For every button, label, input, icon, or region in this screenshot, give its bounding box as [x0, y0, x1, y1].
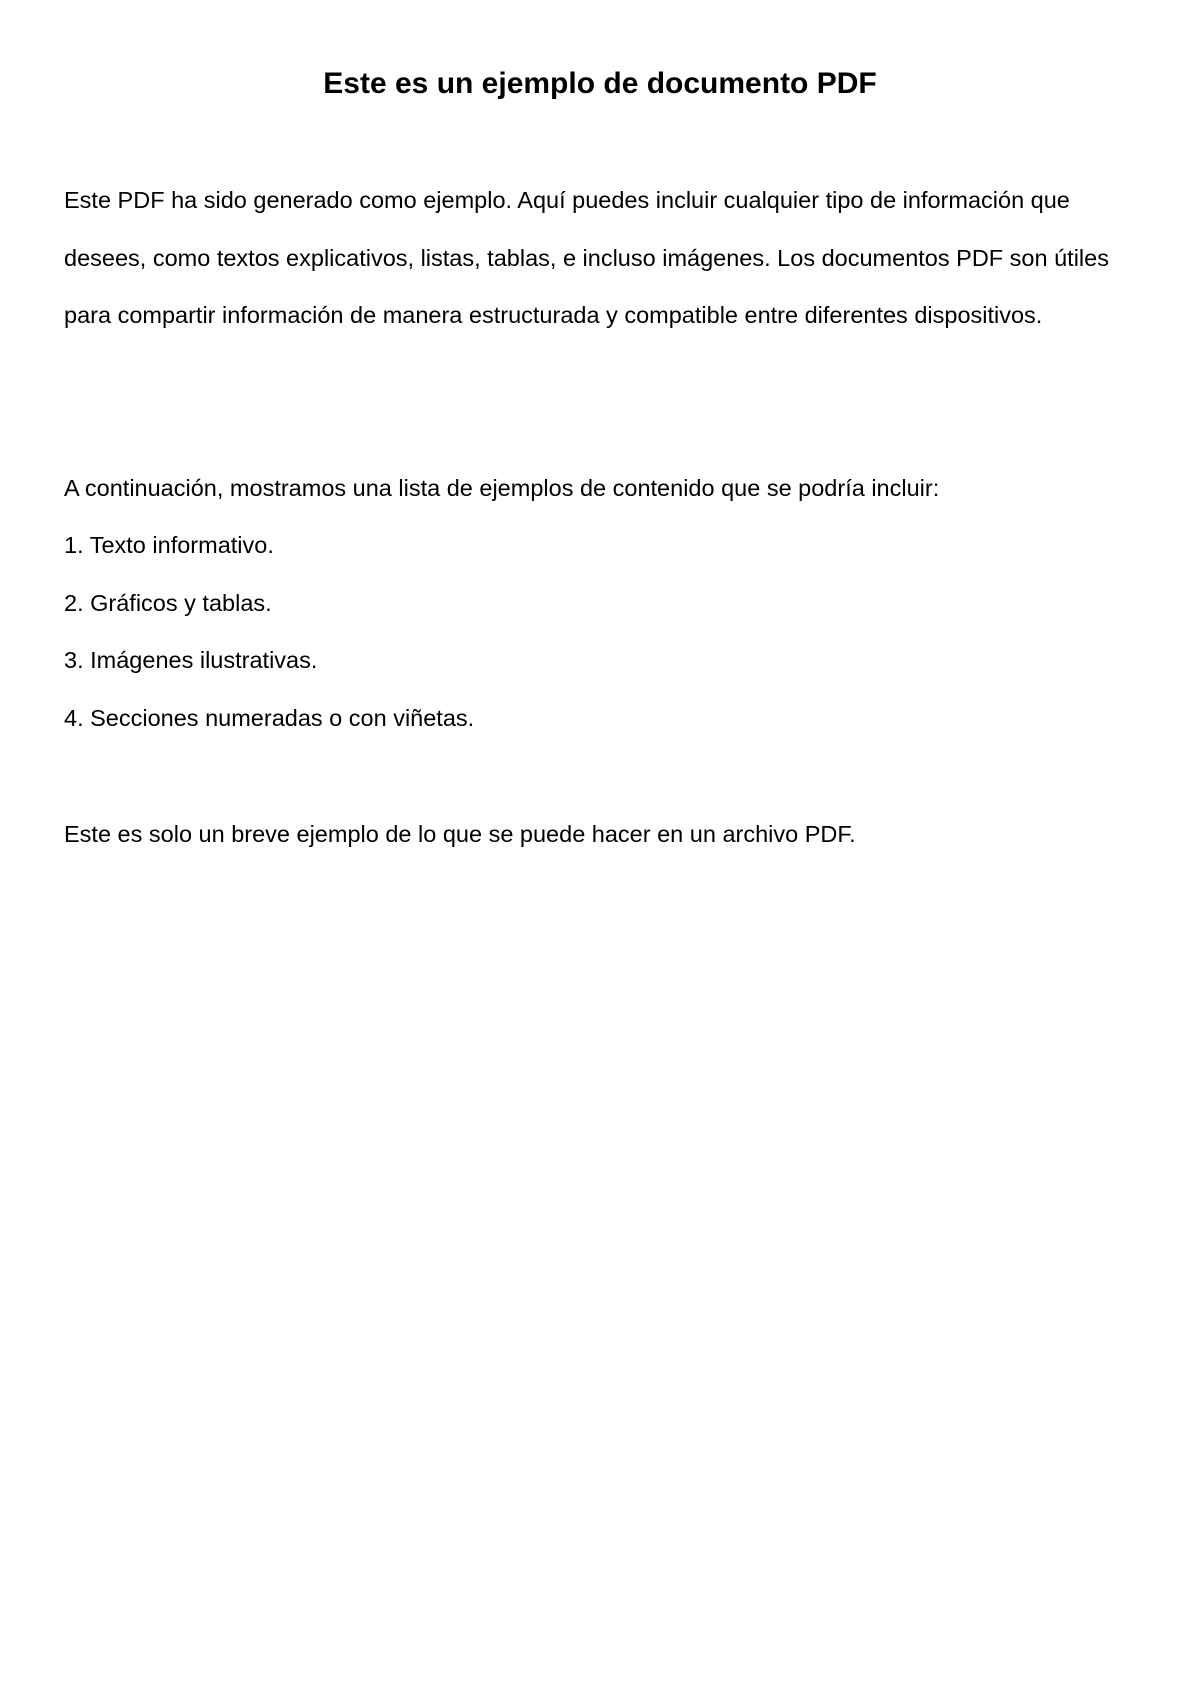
closing-paragraph: Este es solo un breve ejemplo de lo que se puede hacer en un archivo PDF. [64, 821, 856, 847]
list-intro-paragraph: A continuación, mostramos una lista de ejemplos de contenido que se podría incluir: [64, 475, 940, 501]
intro-paragraph: Este PDF ha sido generado como ejemplo. Aquí puedes incluir cualquier tipo de información que desees, como textos explicativos, listas, tablas, e incluso imágenes. Los documentos PDF son útiles para compartir información de manera estructurada y compatible entre diferentes dispositivos. [64, 187, 1109, 328]
list-item: 4. Secciones numeradas o con viñetas. [64, 704, 475, 731]
list-item: 1. Texto informativo. [64, 532, 274, 558]
list-item: 3. Imágenes ilustrativas. [64, 647, 318, 673]
example-content-list [64, 517, 474, 747]
document-title: Este es un ejemplo de documento PDF [323, 67, 877, 100]
list-item: 2. Gráficos y tablas. [64, 589, 272, 616]
